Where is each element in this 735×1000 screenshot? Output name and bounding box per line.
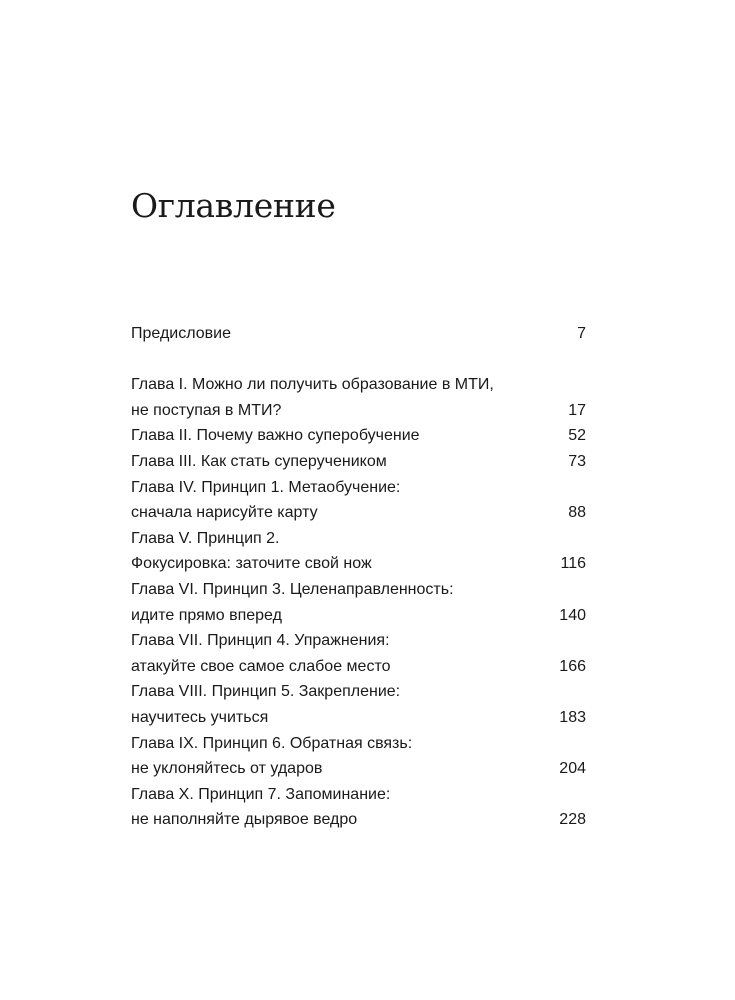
toc-line: [131, 756, 586, 782]
toc-entry-title: Глава III. Как стать суперучеником: [131, 452, 387, 470]
toc-entry-chapter-1: [131, 372, 586, 423]
toc-line: [131, 807, 586, 833]
toc-entry-title: Глава VIII. Принцип 5. Закрепление:: [131, 683, 401, 701]
toc-page-number: 7: [577, 325, 586, 342]
toc-entry-title: Глава I. Можно ли получить образование в МТИ,: [131, 376, 494, 394]
toc-entry-chapter-4: [131, 475, 586, 526]
toc-entry-title: Глава VII. Принцип 4. Упражнения:: [131, 632, 390, 650]
toc-page-number: 73: [568, 452, 586, 470]
toc-line: [131, 398, 586, 424]
toc-entry-chapter-3: [131, 449, 586, 475]
toc-page-number: 140: [559, 606, 586, 624]
toc-entry-chapter-7: [131, 628, 586, 679]
toc-line: [131, 475, 586, 501]
toc-entry-subtitle: не наполняйте дырявое ведро: [131, 811, 358, 829]
toc-entry-title: Глава VI. Принцип 3. Целенаправленность:: [131, 580, 454, 598]
toc-entry-chapter-8: [131, 679, 586, 730]
toc-entry-title: Глава IV. Принцип 1. Метаобучение:: [131, 478, 401, 496]
toc-entry-title: Предисловие: [131, 325, 231, 342]
toc-line: [131, 423, 586, 449]
toc-line: [131, 654, 586, 680]
toc-line: [131, 679, 586, 705]
toc-line: [131, 551, 586, 577]
toc-page-number: 116: [560, 555, 586, 573]
toc-line: [131, 449, 586, 475]
toc-line: [131, 500, 586, 526]
toc-line: [131, 603, 586, 629]
toc-page-number: 204: [559, 760, 586, 778]
toc-entry-subtitle: идите прямо вперед: [131, 606, 282, 624]
toc-entry-subtitle: научитесь учиться: [131, 708, 269, 726]
toc-entry-chapter-5: [131, 526, 586, 577]
toc-page-number: 166: [559, 657, 586, 675]
toc-entry-subtitle: не уклоняйтесь от ударов: [131, 760, 323, 778]
table-of-contents: [131, 321, 586, 833]
toc-line: [131, 577, 586, 603]
toc-page-number: 228: [559, 811, 586, 829]
toc-line: [131, 526, 586, 552]
toc-entry-subtitle: сначала нарисуйте карту: [131, 504, 318, 522]
page-title: Оглавление: [131, 186, 336, 225]
toc-page-number: 183: [559, 708, 586, 726]
toc-entry-title: Глава X. Принцип 7. Запоминание:: [131, 785, 391, 803]
toc-entry-subtitle: Фокусировка: заточите свой нож: [131, 555, 372, 573]
toc-line: [131, 628, 586, 654]
toc-entry-preface: [131, 321, 586, 347]
toc-entry-chapter-6: [131, 577, 586, 628]
toc-line: [131, 782, 586, 808]
toc-line: [131, 372, 586, 398]
toc-page-number: 88: [568, 504, 586, 522]
toc-entry-chapter-2: [131, 423, 586, 449]
toc-entry-chapter-9: [131, 731, 586, 782]
toc-line: [131, 321, 586, 347]
toc-page-number: 17: [568, 401, 586, 419]
toc-line: [131, 705, 586, 731]
toc-entry-title: Глава II. Почему важно суперобучение: [131, 427, 420, 445]
toc-entry-title: Глава IX. Принцип 6. Обратная связь:: [131, 734, 413, 752]
toc-entry-title: Глава V. Принцип 2.: [131, 529, 280, 547]
toc-entry-chapter-10: [131, 782, 586, 833]
toc-line: [131, 731, 586, 757]
toc-page-number: 52: [568, 427, 586, 445]
toc-entry-subtitle: не поступая в МТИ?: [131, 401, 282, 419]
toc-entry-subtitle: атакуйте свое самое слабое место: [131, 657, 391, 675]
